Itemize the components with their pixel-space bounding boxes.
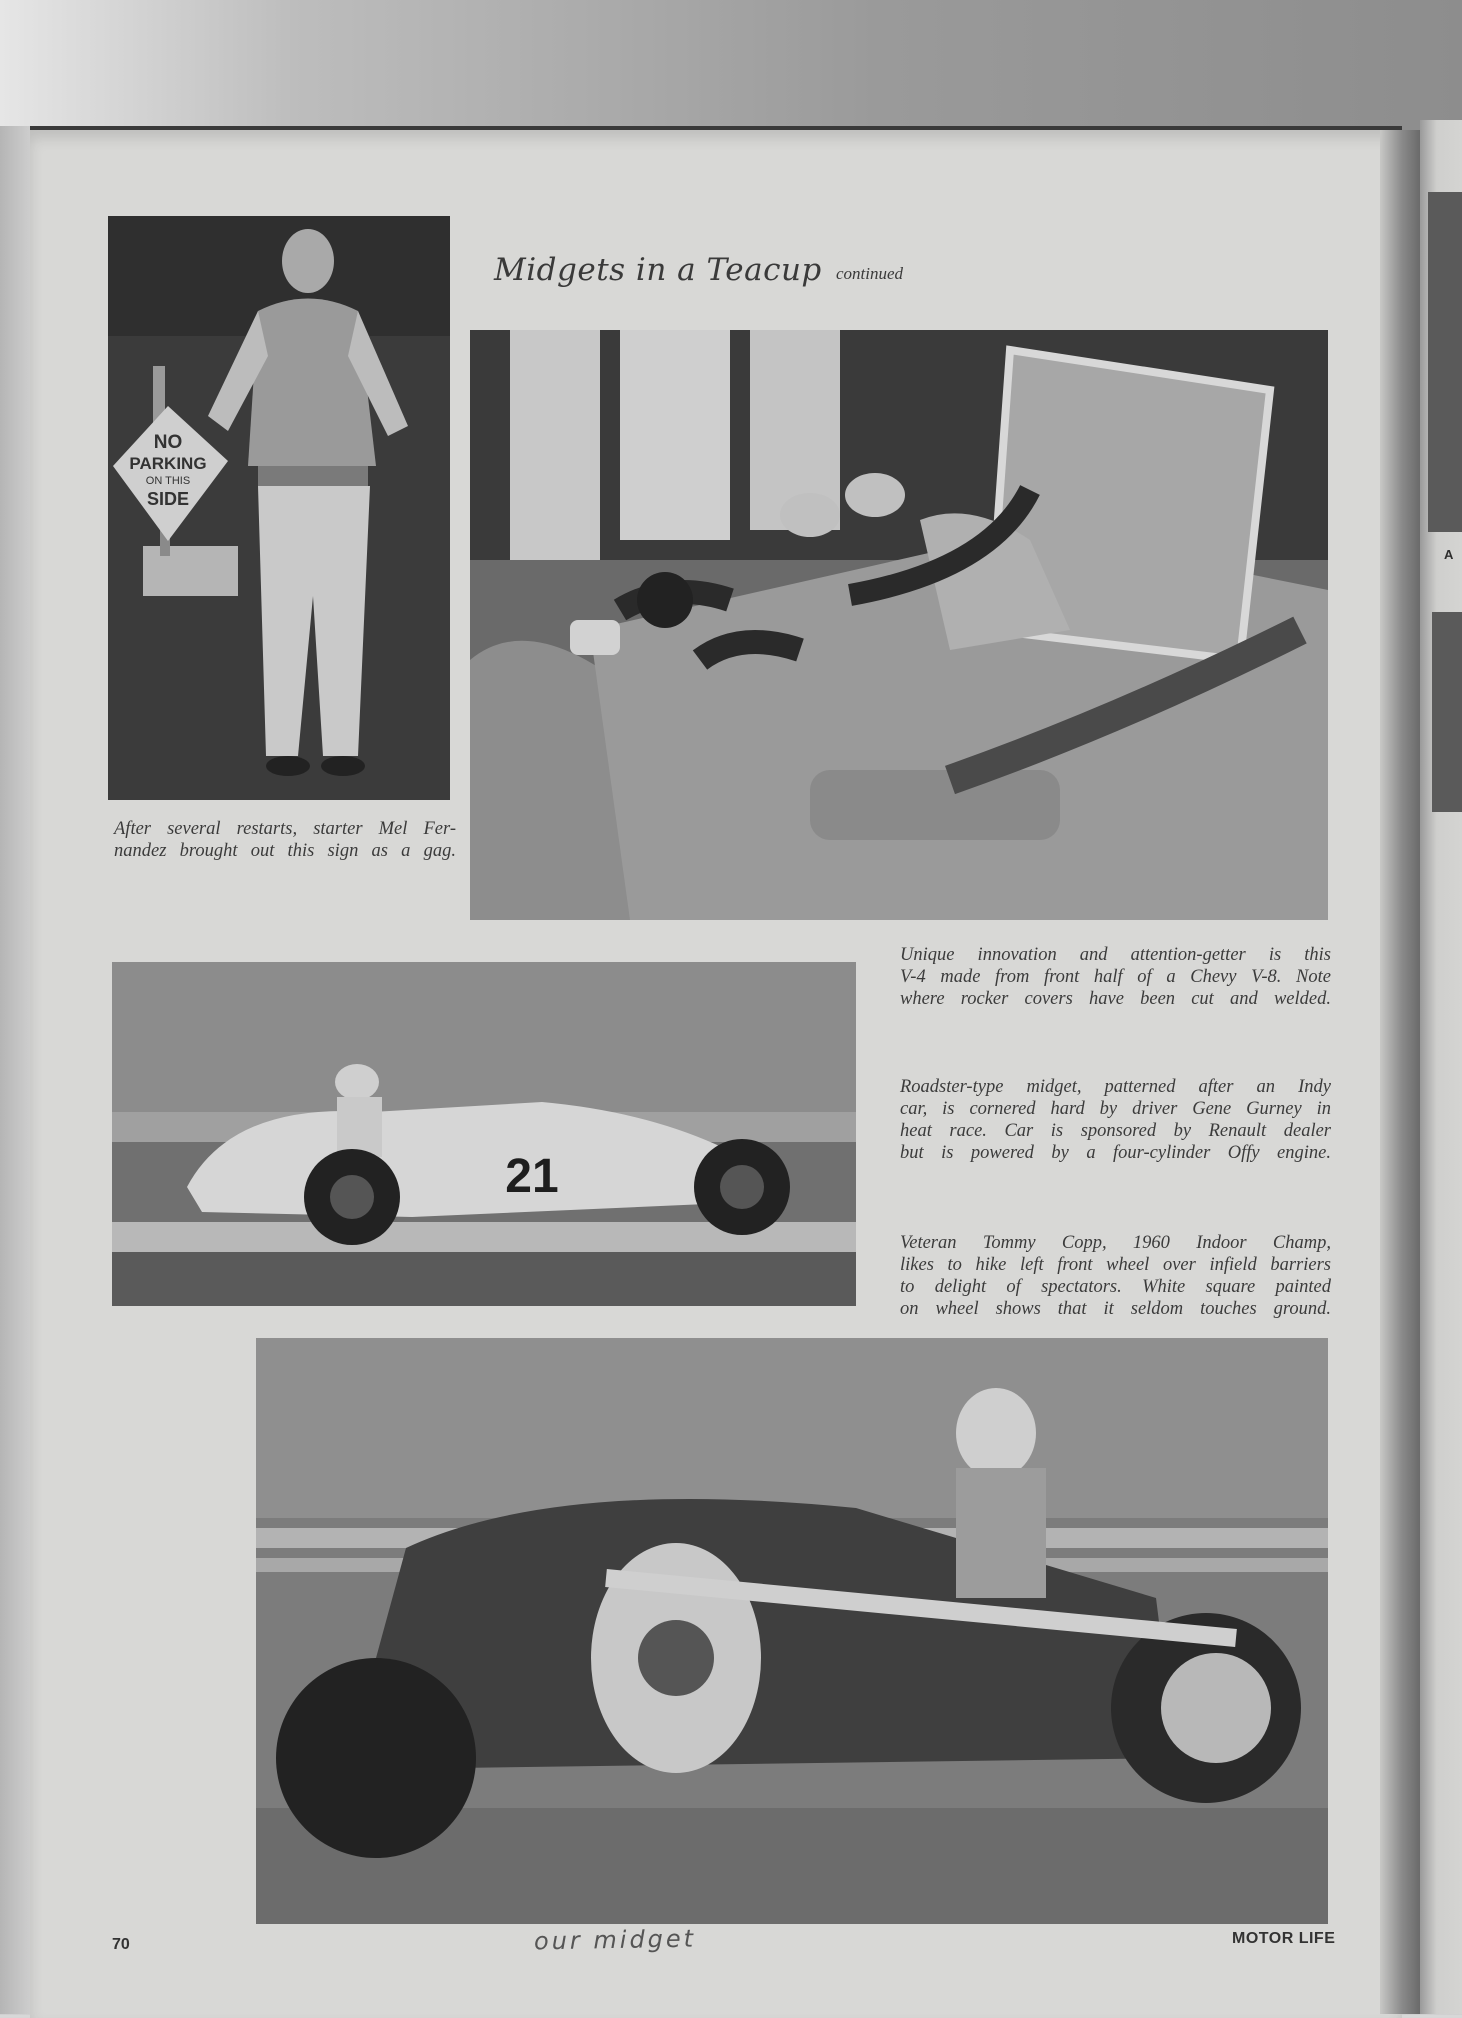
facing-page-photo xyxy=(1432,612,1462,812)
caption-line: Veteran Tommy Copp, 1960 Indoor Champ, xyxy=(900,1233,1331,1253)
caption-line: on wheel shows that it seldom touches ground. xyxy=(900,1299,1331,1319)
caption-line: where rocker covers have been cut and welded. xyxy=(900,989,1331,1009)
car-number: 21 xyxy=(505,1150,559,1203)
caption-engine xyxy=(900,944,1331,1010)
magazine-name: MOTOR LIFE xyxy=(1232,1930,1336,1947)
handwritten-note: our midget xyxy=(533,1924,697,1956)
sign-text-no: NO xyxy=(153,432,183,453)
page-edge xyxy=(0,126,32,2014)
caption-line: car, is cornered hard by driver Gene Gurney in xyxy=(900,1099,1331,1119)
caption-line: heat race. Car is sponsored by Renault dealer xyxy=(900,1121,1331,1141)
caption-veteran xyxy=(900,1232,1331,1320)
binding-spine xyxy=(1380,130,1420,2014)
caption-line: Unique innovation and attention-getter is this xyxy=(900,945,1331,965)
sign-text-side: SIDE xyxy=(146,489,190,509)
caption-starter xyxy=(114,818,456,862)
caption-line: nandez brought out this sign as a gag. xyxy=(114,841,456,861)
caption-roadster xyxy=(900,1076,1331,1164)
facing-page-photo xyxy=(1428,192,1462,532)
caption-line: Roadster-type midget, patterned after an Indy xyxy=(900,1077,1331,1097)
caption-line: After several restarts, starter Mel Fer- xyxy=(114,819,456,839)
article-title-continued: continued xyxy=(836,264,904,283)
photo-starter-with-sign xyxy=(108,216,450,800)
photo-roadster-21 xyxy=(112,962,856,1306)
photo-veteran-midget xyxy=(256,1338,1328,1924)
photo-v4-engine xyxy=(470,330,1328,920)
page-number: 70 xyxy=(112,1936,130,1953)
caption-line: but is powered by a four-cylinder Offy engine. xyxy=(900,1143,1331,1163)
sign-text-parking: PARKING xyxy=(129,454,207,473)
scanner-background xyxy=(0,0,1462,130)
caption-line: likes to hike left front wheel over infield barriers xyxy=(900,1255,1331,1275)
caption-line: V-4 made from front half of a Chevy V-8. Note xyxy=(900,967,1331,987)
facing-page-label: A xyxy=(1444,547,1454,562)
sign-text-on-this: ON THIS xyxy=(145,475,191,487)
caption-line: to delight of spectators. White square painted xyxy=(900,1277,1331,1297)
article-title: Midgets in a Teacup xyxy=(494,252,822,288)
